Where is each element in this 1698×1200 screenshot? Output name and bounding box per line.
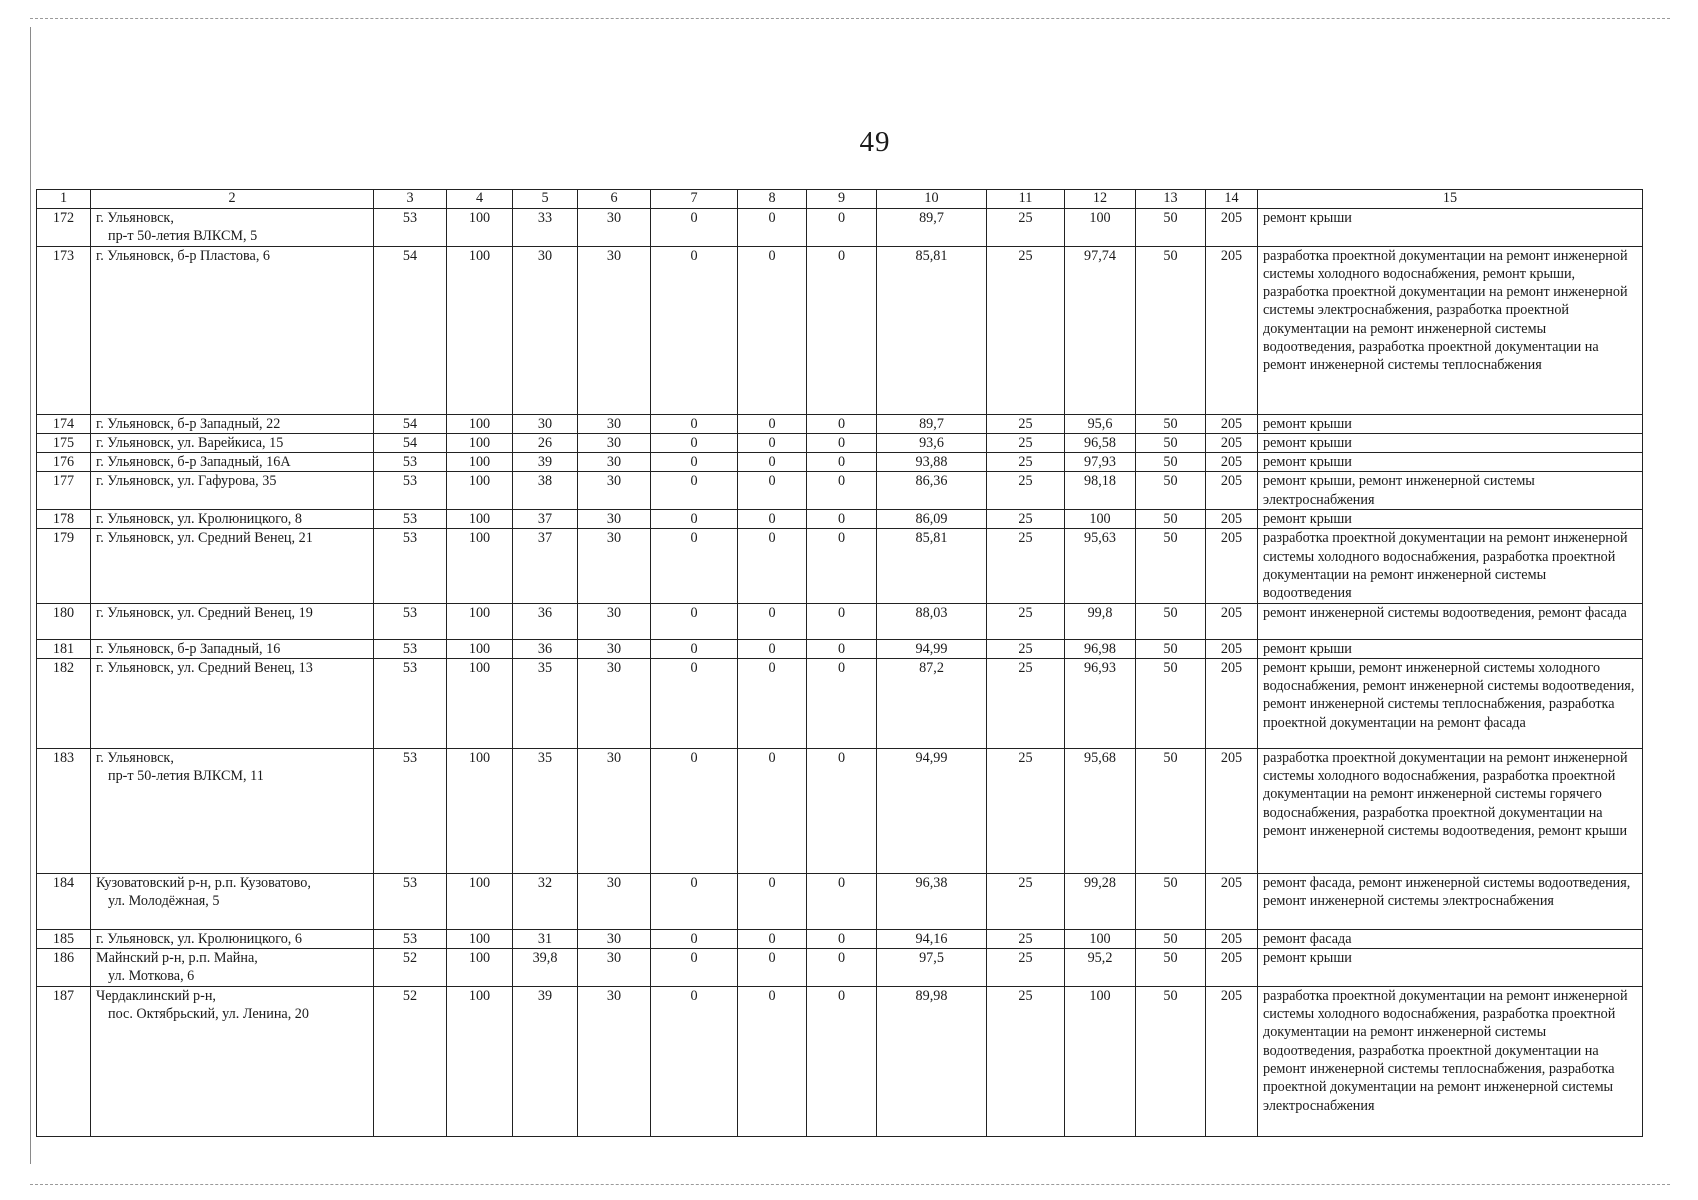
value-cell-col-6: 30 (578, 529, 651, 603)
value-cell-col-12: 99,8 (1065, 603, 1136, 639)
value-cell-col-9: 0 (807, 529, 877, 603)
value-cell-col-10: 93,6 (877, 433, 987, 452)
value-cell-col-13: 50 (1136, 603, 1206, 639)
column-header: 2 (91, 190, 374, 209)
value-cell-col-3: 53 (374, 529, 447, 603)
table-row (37, 748, 1643, 873)
table-row (37, 949, 1643, 987)
value-cell-col-3: 52 (374, 949, 447, 987)
value-cell-col-10: 86,36 (877, 472, 987, 510)
value-cell-col-6: 30 (578, 453, 651, 472)
value-cell-col-3: 53 (374, 453, 447, 472)
value-cell-col-7: 0 (651, 472, 738, 510)
value-cell-col-10: 85,81 (877, 246, 987, 414)
value-cell-col-6: 30 (578, 246, 651, 414)
address-line: пос. Октябрьский, ул. Ленина, 20 (108, 1006, 309, 1023)
value-cell-col-9: 0 (807, 603, 877, 639)
value-cell-col-12: 97,93 (1065, 453, 1136, 472)
work-description-cell: ремонт крыши (1258, 433, 1643, 452)
address-line: г. Ульяновск, ул. Кролюницкого, 6 (96, 930, 302, 947)
column-header: 9 (807, 190, 877, 209)
value-cell-col-10: 94,99 (877, 639, 987, 658)
value-cell-col-4: 100 (447, 873, 513, 929)
work-description-cell: ремонт крыши, ремонт инженерной системы электроснабжения (1258, 472, 1643, 510)
value-cell-col-12: 97,74 (1065, 246, 1136, 414)
column-header: 1 (37, 190, 91, 209)
address-line: г. Ульяновск, (96, 210, 174, 226)
value-cell-col-5: 37 (513, 529, 578, 603)
value-cell-col-3: 54 (374, 433, 447, 452)
value-cell-col-8: 0 (738, 453, 807, 472)
table-row (37, 209, 1643, 247)
address-line: ул. Молодёжная, 5 (108, 893, 220, 910)
address-cell (91, 639, 374, 658)
row-number: 176 (37, 453, 91, 472)
address-line: г. Ульяновск, ул. Кролюницкого, 8 (96, 511, 302, 528)
value-cell-col-11: 25 (987, 453, 1065, 472)
row-number: 179 (37, 529, 91, 603)
value-cell-col-3: 54 (374, 246, 447, 414)
value-cell-col-8: 0 (738, 472, 807, 510)
table-row (37, 453, 1643, 472)
value-cell-col-3: 52 (374, 986, 447, 1136)
value-cell-col-10: 85,81 (877, 529, 987, 603)
value-cell-col-3: 53 (374, 748, 447, 873)
value-cell-col-13: 50 (1136, 433, 1206, 452)
value-cell-col-8: 0 (738, 603, 807, 639)
row-number: 178 (37, 510, 91, 529)
value-cell-col-12: 96,93 (1065, 658, 1136, 748)
table-row (37, 929, 1643, 948)
row-number: 172 (37, 209, 91, 247)
address-line: г. Ульяновск, ул. Средний Венец, 13 (96, 659, 313, 676)
value-cell-col-9: 0 (807, 929, 877, 948)
address-cell (91, 748, 374, 873)
value-cell-col-3: 53 (374, 658, 447, 748)
table-row (37, 433, 1643, 452)
value-cell-col-11: 25 (987, 603, 1065, 639)
value-cell-col-11: 25 (987, 658, 1065, 748)
value-cell-col-5: 35 (513, 658, 578, 748)
value-cell-col-6: 30 (578, 873, 651, 929)
value-cell-col-13: 50 (1136, 748, 1206, 873)
work-description-cell: ремонт крыши (1258, 453, 1643, 472)
work-description-cell: ремонт фасада, ремонт инженерной системы водоотведения, ремонт инженерной системы электроснабжения (1258, 873, 1643, 929)
address-line: г. Ульяновск, б-р Западный, 16А (96, 454, 291, 471)
address-cell (91, 929, 374, 948)
value-cell-col-7: 0 (651, 529, 738, 603)
column-header: 12 (1065, 190, 1136, 209)
address-line: Чердаклинский р-н, (96, 987, 216, 1004)
value-cell-col-14: 205 (1206, 873, 1258, 929)
value-cell-col-3: 53 (374, 929, 447, 948)
row-number: 184 (37, 873, 91, 929)
address-line: г. Ульяновск, ул. Варейкиса, 15 (96, 434, 284, 451)
value-cell-col-12: 96,98 (1065, 639, 1136, 658)
table-row (37, 873, 1643, 929)
work-description-cell: разработка проектной документации на ремонт инженерной системы холодного водоснабжения, разработка проектной документации на ремонт инженерной системы горячего водоснабжения, разработка проектной документации на ремонт инженерной системы водоотведения, ремонт крыши (1258, 748, 1643, 873)
value-cell-col-12: 99,28 (1065, 873, 1136, 929)
value-cell-col-5: 39 (513, 986, 578, 1136)
value-cell-col-12: 96,58 (1065, 433, 1136, 452)
value-cell-col-13: 50 (1136, 510, 1206, 529)
value-cell-col-10: 93,88 (877, 453, 987, 472)
value-cell-col-7: 0 (651, 639, 738, 658)
value-cell-col-14: 205 (1206, 453, 1258, 472)
value-cell-col-14: 205 (1206, 529, 1258, 603)
value-cell-col-14: 205 (1206, 748, 1258, 873)
value-cell-col-13: 50 (1136, 414, 1206, 433)
value-cell-col-8: 0 (738, 748, 807, 873)
value-cell-col-9: 0 (807, 658, 877, 748)
value-cell-col-11: 25 (987, 639, 1065, 658)
value-cell-col-14: 205 (1206, 603, 1258, 639)
value-cell-col-6: 30 (578, 472, 651, 510)
work-description-cell: ремонт крыши (1258, 414, 1643, 433)
value-cell-col-6: 30 (578, 929, 651, 948)
value-cell-col-14: 205 (1206, 472, 1258, 510)
value-cell-col-13: 50 (1136, 529, 1206, 603)
value-cell-col-10: 94,99 (877, 748, 987, 873)
value-cell-col-12: 100 (1065, 209, 1136, 247)
value-cell-col-8: 0 (738, 949, 807, 987)
value-cell-col-9: 0 (807, 873, 877, 929)
address-cell (91, 949, 374, 987)
value-cell-col-12: 100 (1065, 986, 1136, 1136)
value-cell-col-7: 0 (651, 453, 738, 472)
value-cell-col-8: 0 (738, 873, 807, 929)
value-cell-col-11: 25 (987, 529, 1065, 603)
address-line: Кузоватовский р-н, р.п. Кузоватово, (96, 874, 311, 891)
value-cell-col-5: 31 (513, 929, 578, 948)
value-cell-col-9: 0 (807, 748, 877, 873)
value-cell-col-3: 53 (374, 472, 447, 510)
value-cell-col-6: 30 (578, 949, 651, 987)
value-cell-col-4: 100 (447, 658, 513, 748)
address-cell (91, 433, 374, 452)
value-cell-col-14: 205 (1206, 433, 1258, 452)
value-cell-col-10: 87,2 (877, 658, 987, 748)
value-cell-col-12: 95,6 (1065, 414, 1136, 433)
row-number: 183 (37, 748, 91, 873)
table-row (37, 472, 1643, 510)
value-cell-col-4: 100 (447, 510, 513, 529)
value-cell-col-8: 0 (738, 433, 807, 452)
value-cell-col-10: 89,7 (877, 209, 987, 247)
value-cell-col-10: 97,5 (877, 949, 987, 987)
value-cell-col-5: 36 (513, 639, 578, 658)
column-header: 11 (987, 190, 1065, 209)
column-header: 5 (513, 190, 578, 209)
value-cell-col-13: 50 (1136, 639, 1206, 658)
address-line: г. Ульяновск, б-р Западный, 22 (96, 415, 281, 432)
row-number: 180 (37, 603, 91, 639)
value-cell-col-14: 205 (1206, 246, 1258, 414)
value-cell-col-4: 100 (447, 246, 513, 414)
value-cell-col-12: 95,2 (1065, 949, 1136, 987)
value-cell-col-4: 100 (447, 414, 513, 433)
value-cell-col-5: 38 (513, 472, 578, 510)
address-line: пр-т 50-летия ВЛКСМ, 5 (108, 228, 258, 245)
value-cell-col-4: 100 (447, 529, 513, 603)
value-cell-col-10: 88,03 (877, 603, 987, 639)
value-cell-col-10: 86,09 (877, 510, 987, 529)
value-cell-col-3: 53 (374, 209, 447, 247)
value-cell-col-4: 100 (447, 949, 513, 987)
value-cell-col-9: 0 (807, 639, 877, 658)
address-line: ул. Моткова, 6 (108, 968, 195, 985)
value-cell-col-5: 30 (513, 414, 578, 433)
value-cell-col-6: 30 (578, 510, 651, 529)
value-cell-col-4: 100 (447, 929, 513, 948)
value-cell-col-14: 205 (1206, 986, 1258, 1136)
address-line: г. Ульяновск, ул. Средний Венец, 21 (96, 530, 313, 547)
value-cell-col-9: 0 (807, 246, 877, 414)
row-number: 174 (37, 414, 91, 433)
value-cell-col-9: 0 (807, 433, 877, 452)
column-header: 14 (1206, 190, 1258, 209)
value-cell-col-5: 39 (513, 453, 578, 472)
value-cell-col-3: 53 (374, 639, 447, 658)
address-line: г. Ульяновск, б-р Западный, 16 (96, 640, 281, 657)
value-cell-col-11: 25 (987, 433, 1065, 452)
row-number: 187 (37, 986, 91, 1136)
value-cell-col-13: 50 (1136, 658, 1206, 748)
address-line: пр-т 50-летия ВЛКСМ, 11 (108, 768, 264, 785)
value-cell-col-14: 205 (1206, 209, 1258, 247)
value-cell-col-5: 32 (513, 873, 578, 929)
row-number: 182 (37, 658, 91, 748)
value-cell-col-9: 0 (807, 453, 877, 472)
value-cell-col-9: 0 (807, 986, 877, 1136)
work-description-cell: разработка проектной документации на ремонт инженерной системы холодного водоснабжения, разработка проектной документации на ремонт инженерной системы водоотведения (1258, 529, 1643, 603)
value-cell-col-14: 205 (1206, 414, 1258, 433)
value-cell-col-7: 0 (651, 209, 738, 247)
column-header: 10 (877, 190, 987, 209)
table-row (37, 529, 1643, 603)
value-cell-col-11: 25 (987, 510, 1065, 529)
value-cell-col-4: 100 (447, 209, 513, 247)
value-cell-col-8: 0 (738, 639, 807, 658)
address-cell (91, 472, 374, 510)
address-cell (91, 414, 374, 433)
value-cell-col-6: 30 (578, 658, 651, 748)
value-cell-col-8: 0 (738, 929, 807, 948)
value-cell-col-5: 39,8 (513, 949, 578, 987)
value-cell-col-7: 0 (651, 929, 738, 948)
value-cell-col-13: 50 (1136, 949, 1206, 987)
work-description-cell: разработка проектной документации на ремонт инженерной системы холодного водоснабжения, ремонт крыши, разработка проектной документации на ремонт инженерной системы электроснабжения, разработка проектной документации на ремонт инженерной системы водоотведения, разработка проектной документации на ремонт инженерной системы теплоснабжения (1258, 246, 1643, 414)
value-cell-col-9: 0 (807, 414, 877, 433)
table-row (37, 658, 1643, 748)
address-cell (91, 603, 374, 639)
value-cell-col-5: 36 (513, 603, 578, 639)
row-number: 173 (37, 246, 91, 414)
value-cell-col-13: 50 (1136, 209, 1206, 247)
value-cell-col-8: 0 (738, 529, 807, 603)
value-cell-col-3: 54 (374, 414, 447, 433)
address-cell (91, 453, 374, 472)
value-cell-col-7: 0 (651, 414, 738, 433)
address-cell (91, 209, 374, 247)
header-row (37, 190, 1643, 209)
value-cell-col-3: 53 (374, 510, 447, 529)
value-cell-col-12: 95,68 (1065, 748, 1136, 873)
value-cell-col-7: 0 (651, 748, 738, 873)
value-cell-col-11: 25 (987, 246, 1065, 414)
value-cell-col-13: 50 (1136, 929, 1206, 948)
value-cell-col-6: 30 (578, 209, 651, 247)
row-number: 186 (37, 949, 91, 987)
work-description-cell: ремонт фасада (1258, 929, 1643, 948)
value-cell-col-14: 205 (1206, 639, 1258, 658)
value-cell-col-12: 98,18 (1065, 472, 1136, 510)
work-description-cell: разработка проектной документации на ремонт инженерной системы холодного водоснабжения, разработка проектной документации на ремонт инженерной системы водоотведения, разработка проектной документации на ремонт инженерной системы теплоснабжения, разработка проектной документации на ремонт инженерной системы электроснабжения (1258, 986, 1643, 1136)
table-row (37, 639, 1643, 658)
value-cell-col-13: 50 (1136, 246, 1206, 414)
value-cell-col-14: 205 (1206, 949, 1258, 987)
value-cell-col-10: 96,38 (877, 873, 987, 929)
column-header: 13 (1136, 190, 1206, 209)
address-line: г. Ульяновск, ул. Средний Венец, 19 (96, 604, 313, 621)
work-description-cell: ремонт крыши (1258, 209, 1643, 247)
address-cell (91, 246, 374, 414)
work-description-cell: ремонт крыши (1258, 639, 1643, 658)
address-cell (91, 873, 374, 929)
value-cell-col-9: 0 (807, 510, 877, 529)
value-cell-col-5: 37 (513, 510, 578, 529)
value-cell-col-6: 30 (578, 433, 651, 452)
page-number: 49 (859, 126, 891, 158)
value-cell-col-8: 0 (738, 658, 807, 748)
value-cell-col-13: 50 (1136, 873, 1206, 929)
value-cell-col-8: 0 (738, 510, 807, 529)
address-line: г. Ульяновск, б-р Пластова, 6 (96, 247, 271, 264)
value-cell-col-7: 0 (651, 949, 738, 987)
address-cell (91, 529, 374, 603)
work-description-cell: ремонт крыши (1258, 510, 1643, 529)
row-number: 177 (37, 472, 91, 510)
value-cell-col-11: 25 (987, 986, 1065, 1136)
value-cell-col-4: 100 (447, 433, 513, 452)
value-cell-col-8: 0 (738, 209, 807, 247)
value-cell-col-12: 95,63 (1065, 529, 1136, 603)
value-cell-col-9: 0 (807, 209, 877, 247)
value-cell-col-13: 50 (1136, 986, 1206, 1136)
value-cell-col-13: 50 (1136, 472, 1206, 510)
value-cell-col-7: 0 (651, 510, 738, 529)
value-cell-col-5: 33 (513, 209, 578, 247)
value-cell-col-5: 26 (513, 433, 578, 452)
address-cell (91, 986, 374, 1136)
value-cell-col-4: 100 (447, 472, 513, 510)
value-cell-col-5: 35 (513, 748, 578, 873)
value-cell-col-11: 25 (987, 873, 1065, 929)
address-line: г. Ульяновск, ул. Гафурова, 35 (96, 473, 277, 490)
value-cell-col-3: 53 (374, 873, 447, 929)
value-cell-col-7: 0 (651, 658, 738, 748)
value-cell-col-7: 0 (651, 603, 738, 639)
address-line: г. Ульяновск, (96, 749, 174, 766)
register-table (36, 189, 1643, 1137)
value-cell-col-7: 0 (651, 246, 738, 414)
value-cell-col-6: 30 (578, 414, 651, 433)
value-cell-col-6: 30 (578, 639, 651, 658)
value-cell-col-4: 100 (447, 639, 513, 658)
value-cell-col-11: 25 (987, 472, 1065, 510)
table-body (37, 209, 1643, 1137)
column-header: 3 (374, 190, 447, 209)
value-cell-col-8: 0 (738, 986, 807, 1136)
value-cell-col-11: 25 (987, 209, 1065, 247)
column-header: 8 (738, 190, 807, 209)
value-cell-col-7: 0 (651, 433, 738, 452)
table-row (37, 510, 1643, 529)
work-description-cell: ремонт крыши, ремонт инженерной системы холодного водоснабжения, ремонт инженерной системы водоотведения, ремонт инженерной системы теплоснабжения, разработка проектной документации на ремонт фасада (1258, 658, 1643, 748)
value-cell-col-6: 30 (578, 986, 651, 1136)
value-cell-col-8: 0 (738, 246, 807, 414)
column-header: 4 (447, 190, 513, 209)
column-header: 15 (1258, 190, 1643, 209)
value-cell-col-8: 0 (738, 414, 807, 433)
address-cell (91, 510, 374, 529)
value-cell-col-4: 100 (447, 603, 513, 639)
value-cell-col-5: 30 (513, 246, 578, 414)
value-cell-col-14: 205 (1206, 658, 1258, 748)
work-description-cell: ремонт крыши (1258, 949, 1643, 987)
row-number: 175 (37, 433, 91, 452)
value-cell-col-4: 100 (447, 453, 513, 472)
value-cell-col-14: 205 (1206, 929, 1258, 948)
row-number: 185 (37, 929, 91, 948)
value-cell-col-6: 30 (578, 603, 651, 639)
value-cell-col-9: 0 (807, 472, 877, 510)
work-description-cell: ремонт инженерной системы водоотведения, ремонт фасада (1258, 603, 1643, 639)
value-cell-col-12: 100 (1065, 510, 1136, 529)
table-row (37, 246, 1643, 414)
value-cell-col-11: 25 (987, 949, 1065, 987)
column-header: 6 (578, 190, 651, 209)
row-number: 181 (37, 639, 91, 658)
value-cell-col-10: 89,98 (877, 986, 987, 1136)
value-cell-col-13: 50 (1136, 453, 1206, 472)
value-cell-col-11: 25 (987, 748, 1065, 873)
value-cell-col-11: 25 (987, 414, 1065, 433)
column-header: 7 (651, 190, 738, 209)
table-row (37, 986, 1643, 1136)
address-cell (91, 658, 374, 748)
table-row (37, 414, 1643, 433)
value-cell-col-7: 0 (651, 986, 738, 1136)
table-row (37, 603, 1643, 639)
value-cell-col-4: 100 (447, 986, 513, 1136)
value-cell-col-10: 89,7 (877, 414, 987, 433)
value-cell-col-11: 25 (987, 929, 1065, 948)
value-cell-col-12: 100 (1065, 929, 1136, 948)
value-cell-col-4: 100 (447, 748, 513, 873)
value-cell-col-6: 30 (578, 748, 651, 873)
value-cell-col-3: 53 (374, 603, 447, 639)
value-cell-col-7: 0 (651, 873, 738, 929)
value-cell-col-10: 94,16 (877, 929, 987, 948)
value-cell-col-14: 205 (1206, 510, 1258, 529)
address-line: Майнский р-н, р.п. Майна, (96, 950, 258, 967)
value-cell-col-9: 0 (807, 949, 877, 987)
